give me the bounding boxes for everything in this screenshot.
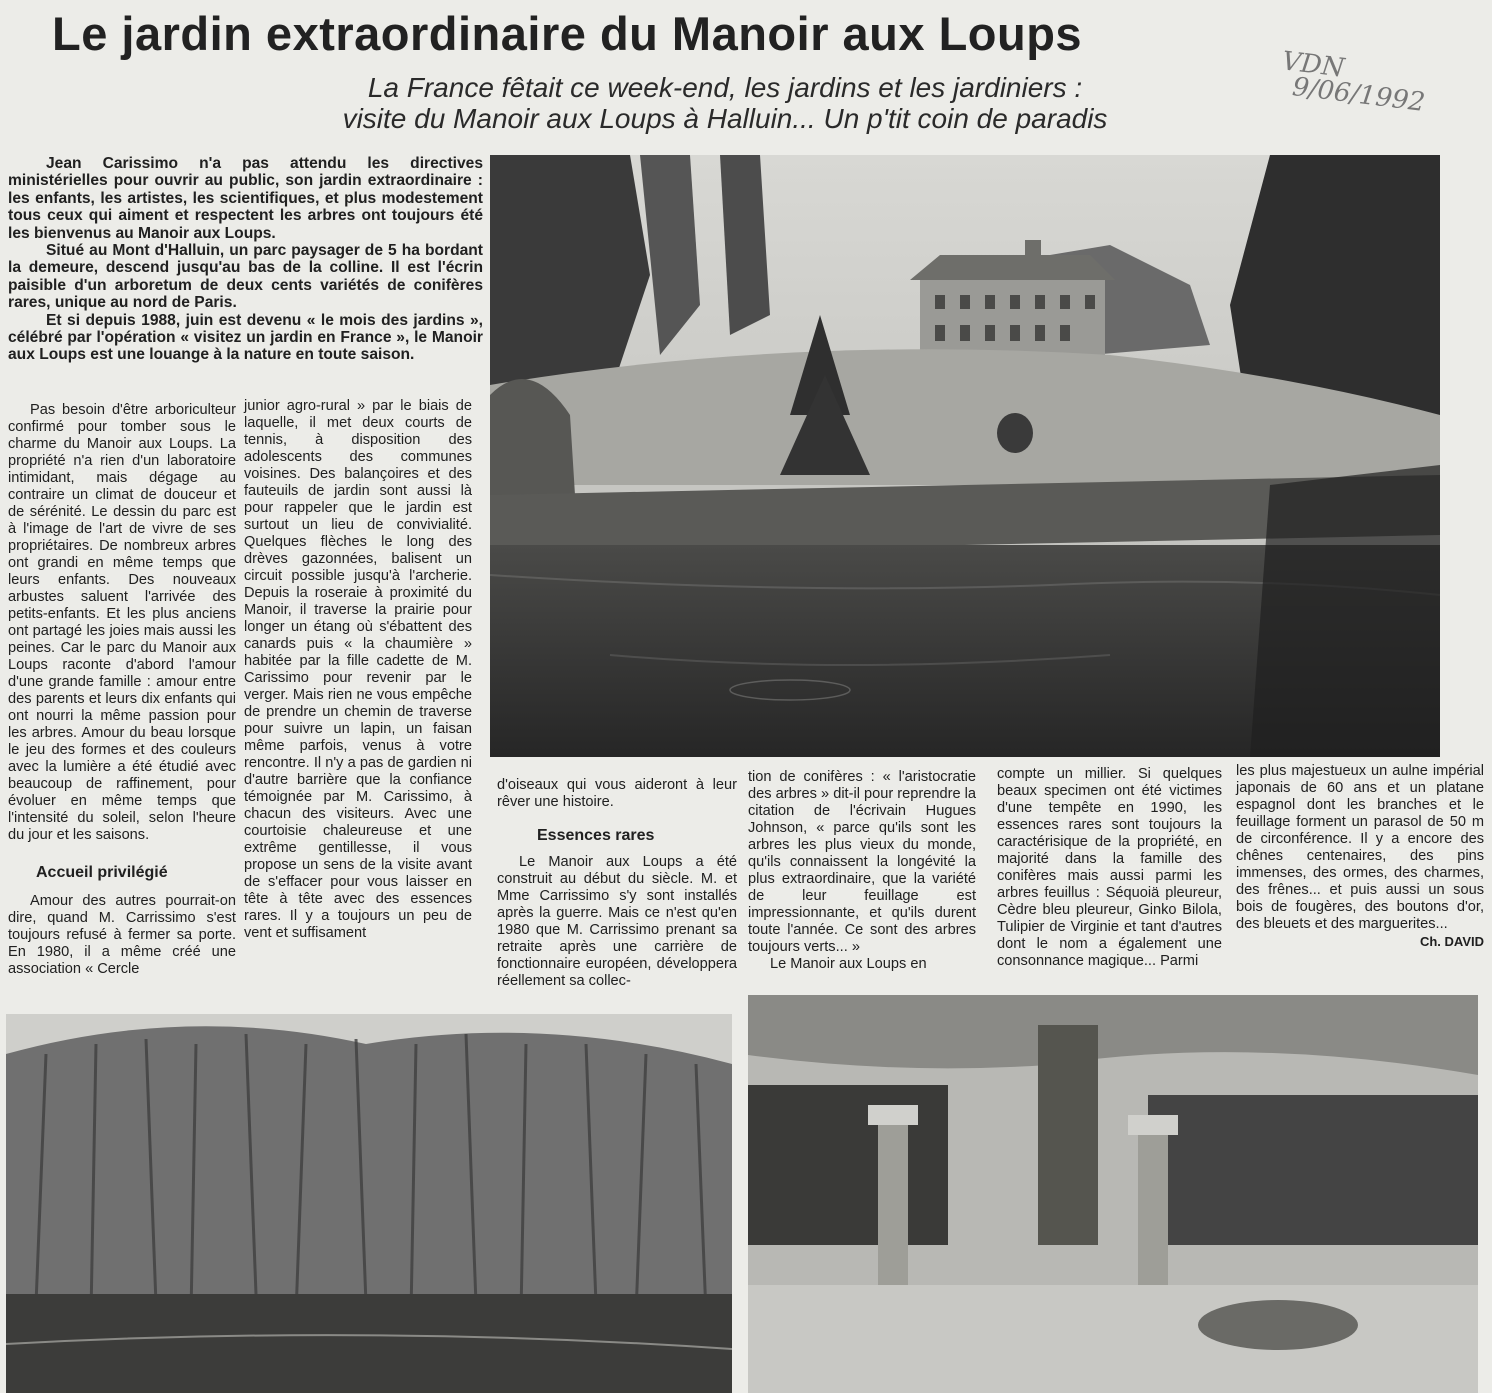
lead-paragraph: Jean Carissimo n'a pas attendu les directives ministérielles pour ouvrir au public, son jardin extraordinaire : les enfants, les artistes, les scientifiques, et plus modestement tous ceux qui aiment et respectent les arbres ont toujours été les bienvenus au Manoir aux Loups. — [8, 155, 483, 242]
body-paragraph: Pas besoin d'être arboriculteur confirmé pour tomber sous le charme du Manoir aux Loups. La propriété n'a rien d'un laboratoire intimidant, mais dégage au contraire un climat de douceur et de sérénité. Le dessin du parc est à l'image de l'art de vivre de ses propriétaires. De nombreux arbres ont grandi en même temps que leurs enfants. Des nouveaux arbustes saluent l'arrivée des petits-enfants. Et les plus anciens ont partagé les joies mais aussi les peines. Car le parc du Manoir aux Loups raconte d'abord l'amour d'une grande famille : amour entre des parents et leurs dix enfants qui ont nourri la même passion pour les arbres. Amour du beau lorsque le jeu des formes et des couleurs avec la lumière a été étudié avec beaucoup de raffinement, pour évoluer en même temps que l'intensité du soleil, selon l'heure du jour et les saisons. — [8, 402, 236, 843]
subheading-accueil: Accueil privilégié — [36, 864, 168, 881]
manor-pond-photo — [490, 155, 1440, 757]
lead-paragraphs — [8, 155, 483, 364]
column-1 — [8, 402, 236, 978]
weeping-willow-photo — [6, 1014, 732, 1393]
body-paragraph: junior agro-rural » par le biais de laquelle, il met deux courts de tennis, à disposition des adolescents des communes voisines. Des balançoires et des fauteuils de jardin sont aussi là pour rappeler que le jardin est surtout un lieu de convivialité. Quelques flèches le long des drèves gazonnées, balisent un circuit possible jusqu'à l'archerie. Depuis la roseraie à proximité du Manoir, il traverse la prairie pour longer un étang où s'ébattent des canards puis « la chaumière » habitée par la fille cadette de M. Carissimo pour revenir par le verger. Mais rien ne vous empêche de prendre un chemin de traverse pour suivre un lapin, un faisan même parfois, venus à votre rencontre. Il n'y a pas de gardien ni d'autre barrière que la confiance témoignée par M. Carissimo, à chacun des visiteurs. Avec une courtoisie chaleureuse et une extrême gentillesse, il vous propose un sens de la visite avant de s'effacer pour vous laisser en tête à tête avec des essences rares. Il y a toujours un peu de vent et suffisament — [244, 398, 472, 941]
headline: Le jardin extraordinaire du Manoir aux Loups — [52, 7, 1083, 60]
subheading-essences: Essences rares — [537, 827, 655, 844]
body-paragraph: tion de conifères : « l'aristocratie des arbres » dit-il pour reprendre la citation de l'écrivain Hugues Johnson, « parce qu'ils sont les arbres les plus vieux du monde, qu'ils connaissent la longévité la plus extraordinaire, que la variété de leur feuillage est impressionnante, et qu'ils durent toute l'année. Ce sont des arbres toujours verts... » — [748, 769, 976, 955]
deck-line-2: visite du Manoir aux Loups à Halluin... Un p'tit coin de paradis — [342, 103, 1108, 134]
author-signature: Ch. DAVID — [1419, 934, 1484, 949]
body-paragraph: les plus majestueux un aulne impérial japonais de 60 ans et un platane espagnol dont les branches et le feuillage forment un parasol de 50 m de circonférence. Il y a encore des chênes centenaires, des pins immenses, des ormes, des charmes, des frênes... et puis aussi un sous bois de fougères, des boutons d'or, des bleuets et des marguerites... — [1236, 763, 1484, 932]
deck-line-1: La France fêtait ce week-end, les jardins et les jardiniers : — [367, 72, 1083, 103]
body-paragraph: Amour des autres pourrait-on dire, quand M. Carrissimo s'est toujours refusé à fermer sa porte. En 1980, il a même créé une association « Cercle — [8, 893, 236, 977]
column-4 — [748, 769, 976, 973]
body-paragraph: Le Manoir aux Loups en — [770, 956, 927, 972]
column-6 — [1236, 763, 1484, 950]
body-paragraph: d'oiseaux qui vous aideront à leur rêver une histoire. — [497, 777, 737, 810]
column-3 — [497, 777, 737, 990]
deck — [110, 72, 1340, 134]
body-paragraph: compte un millier. Si quelques beaux specimen ont été victimes d'une tempête en 1990, les essences rares sont toujours la caractérisique de la propriété, en majorité dans la famille des conifères mais aussi parmi les arbres feuillus : Séquoiä pleureur, Cèdre bleu pleureur, Ginko Bilola, Tulipier de Virginie et tant d'autres dont le nom a également une consonnance magique... Parmi — [997, 766, 1222, 969]
column-5 — [997, 766, 1222, 970]
lead-paragraph: Situé au Mont d'Halluin, un parc paysager de 5 ha bordant la demeure, descend jusqu'au bas de la colline. Il est l'écrin paisible d'un arboretum de deux cents variétés de conifères rares, unique au nord de Paris. — [8, 242, 483, 312]
lead-paragraph: Et si depuis 1988, juin est devenu « le mois des jardins », célébré par l'opération « visitez un jardin en France », le Manoir aux Loups est une louange à la nature en toute saison. — [8, 311, 483, 364]
handwritten-source: VDN — [1280, 46, 1346, 84]
handwritten-date: 9/06/1992 — [1290, 71, 1427, 119]
body-paragraph: Le Manoir aux Loups a été construit au début du siècle. M. et Mme Carrissimo s'y sont installés après la guerre. Mais ce n'est qu'en 1980 que M. Carrissimo prenant sa retraite après une carrière de fonctionnaire européen, développera réellement sa collec- — [497, 854, 737, 989]
stone-columns-garden-photo — [748, 995, 1478, 1393]
column-2 — [244, 398, 472, 942]
